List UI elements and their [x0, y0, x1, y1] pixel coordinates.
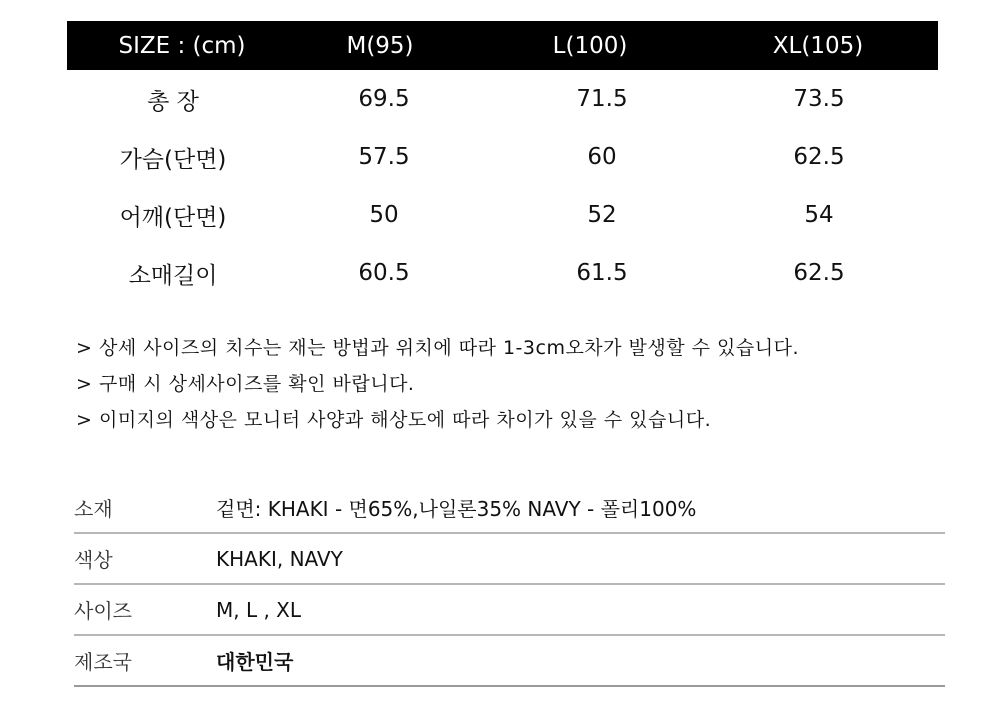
info-value: 겉면: KHAKI - 면65%,나일론35% NAVY - 폴리100% [216, 497, 697, 521]
header-size-m: M(95) [346, 32, 414, 59]
table-row [67, 128, 938, 186]
info-row-size [74, 585, 945, 636]
size-notes [76, 333, 799, 441]
info-row-color [74, 534, 945, 585]
cell-value: 60 [587, 144, 617, 170]
table-row [67, 244, 938, 302]
note-check-size: > 구매 시 상세사이즈를 확인 바랍니다. [76, 373, 415, 395]
table-row [67, 70, 938, 128]
row-label: 총 장 [147, 88, 199, 115]
cell-value: 57.5 [358, 144, 410, 170]
info-label: 소재 [74, 497, 113, 521]
info-label: 제조국 [74, 650, 132, 674]
header-size-xl: XL(105) [772, 32, 864, 59]
size-table-header [67, 21, 938, 70]
cell-value: 62.5 [793, 260, 845, 286]
cell-value: 60.5 [358, 260, 410, 286]
cell-value: 73.5 [793, 86, 845, 112]
cell-value: 54 [804, 202, 834, 228]
note-color-difference: > 이미지의 색상은 모니터 사양과 해상도에 따라 차이가 있을 수 있습니다. [76, 409, 712, 431]
row-label: 가슴(단면) [119, 146, 227, 173]
cell-value: 52 [587, 202, 617, 228]
cell-value: 69.5 [358, 86, 410, 112]
note-measurement-tolerance: > 상세 사이즈의 치수는 재는 방법과 위치에 따라 1-3cm오차가 발생할 수 있습니다. [76, 337, 800, 359]
info-row-origin [74, 636, 945, 687]
cell-value: 71.5 [576, 86, 628, 112]
row-label: 소매길이 [128, 262, 218, 289]
info-label: 색상 [74, 548, 113, 572]
cell-value: 62.5 [793, 144, 845, 170]
info-row-material [74, 483, 945, 534]
cell-value: 50 [369, 202, 399, 228]
info-value: KHAKI, NAVY [216, 546, 343, 571]
header-size-unit: SIZE : (cm) [118, 32, 246, 59]
size-table [67, 21, 938, 302]
table-row [67, 186, 938, 244]
header-size-l: L(100) [552, 32, 628, 59]
info-value: M, L , XL [216, 597, 302, 622]
row-label: 어깨(단면) [119, 204, 227, 231]
info-label: 사이즈 [74, 599, 132, 623]
cell-value: 61.5 [576, 260, 628, 286]
info-value: 대한민국 [216, 650, 294, 674]
product-info-table [74, 483, 945, 687]
